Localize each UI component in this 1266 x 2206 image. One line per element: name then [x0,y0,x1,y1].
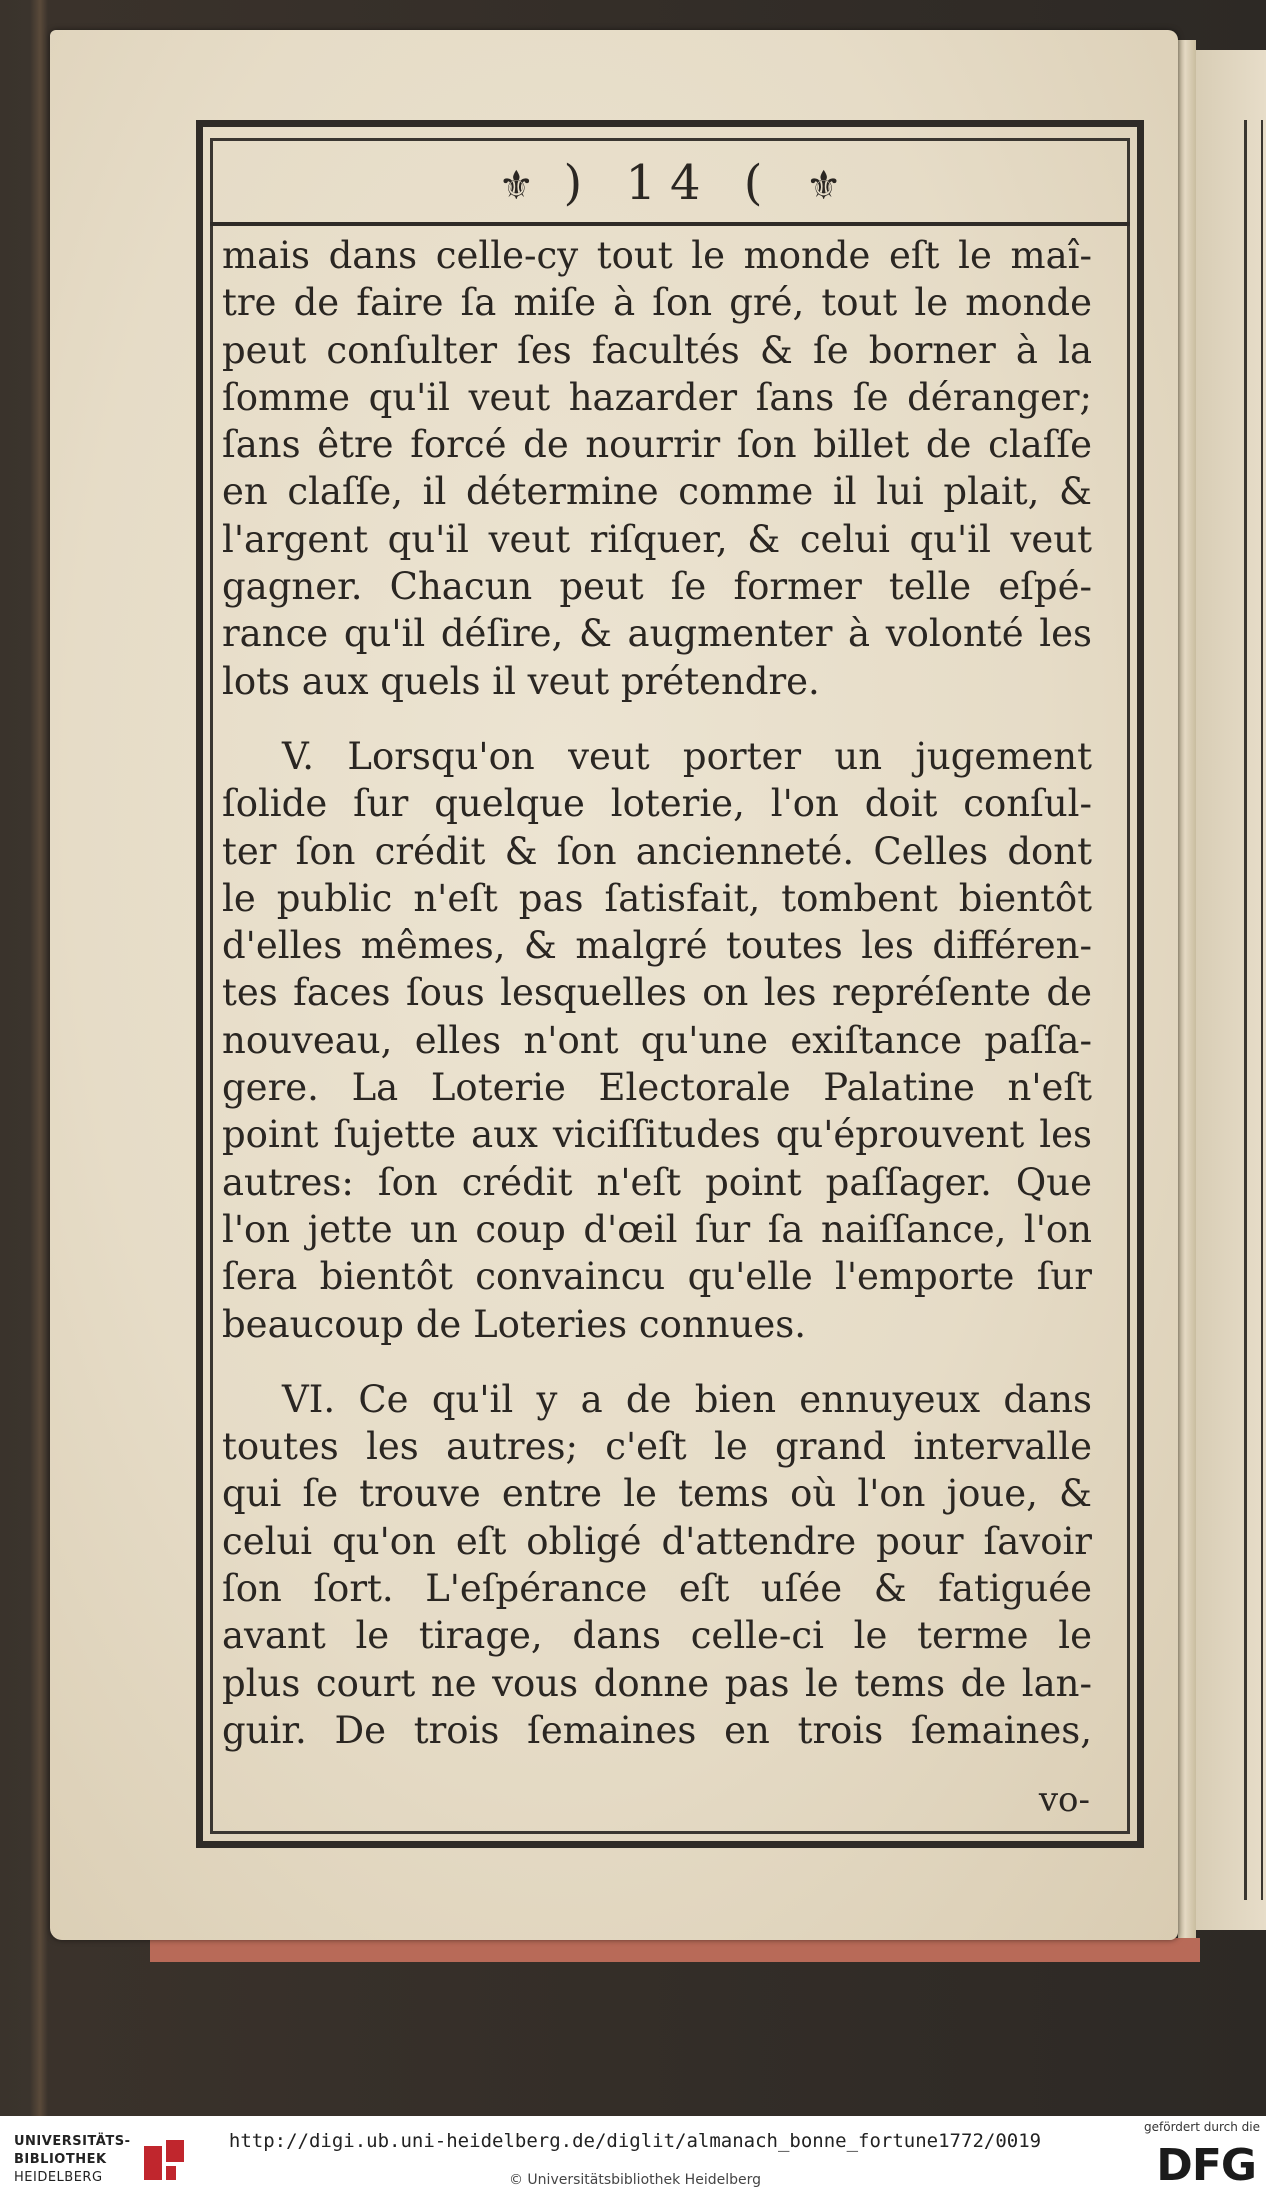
text-line: qui ſe trouve entre le tems où l'on joue, & [222,1472,1092,1516]
catchword: vo- [1038,1780,1090,1820]
dfg-logo[interactable]: DFG [1156,2140,1256,2191]
page-number: ) 14 ( [563,155,777,211]
body-text [222,232,1092,1754]
text-line: en claſſe, il détermine comme il lui plait, & [222,470,1092,514]
text-line: l'on jette un coup d'œil ſur ſa naiſſance, l'on [222,1207,1092,1251]
library-name-line2: BIBLIOTHEK [14,2152,107,2167]
section-v-first-line: V. Lorsqu'on veut porter un jugement [282,734,1092,778]
text-line: ſans être forcé de nourrir ſon billet de claſſe [222,423,1092,467]
text-line: plus court ne vous donne pas le tems de lan- [222,1661,1092,1705]
header-rule [210,222,1130,226]
page-url-link[interactable]: http://digi.ub.uni-heidelberg.de/diglit/almanach_bonne_fortune1772/0019 [228,2130,1042,2152]
library-name-line3: HEIDELBERG [14,2170,103,2185]
text-line: peut conſulter ſes facultés & ſe borner à la [222,328,1092,372]
text-line: mais dans celle-cy tout le monde eſt le maî- [222,234,1092,277]
right-ornament-icon: ⚜ [805,163,842,209]
text-line: lots aux quels il veut prétendre. [222,659,820,703]
text-line: tes faces ſous lesquelles on les repréſente de [222,971,1092,1015]
left-ornament-icon: ⚜ [498,163,535,209]
library-emblem-icon [142,2136,190,2186]
facing-page-edge [1196,50,1266,1930]
text-line: celui qu'on eſt obligé d'attendre pour ſavoir [222,1519,1092,1563]
text-line: d'elles mêmes, & malgré toutes les différen- [222,924,1092,968]
library-name-line1: UNIVERSITÄTS- [14,2134,131,2149]
text-line: ſon ſort. L'eſpérance eſt uſée & fatiguée [222,1567,1092,1611]
text-line: gere. La Loterie Electorale Palatine n'eſt [222,1066,1092,1110]
text-line: guir. De trois ſemaines en trois ſemaines, [222,1708,1092,1752]
viewer-footer [0,2116,1266,2206]
text-line: ſomme qu'il veut hazarder ſans ſe déranger; [222,375,1092,419]
funding-note: gefördert durch die [1144,2120,1260,2134]
text-line: ſera bientôt convaincu qu'elle l'emporte ſur [222,1255,1092,1299]
text-line: ſolide ſur quelque loterie, l'on doit conſul- [222,782,1092,826]
text-line: le public n'eſt pas ſatisfait, tombent bientôt [222,876,1092,920]
book-cover-edge [150,1938,1200,1962]
text-line: avant le tirage, dans celle-ci le terme le [222,1614,1092,1658]
page-fore-edge [1178,40,1196,1940]
copyright-notice: © Universitätsbibliothek Heidelberg [508,2172,761,2188]
text-line: gagner. Chacun peut ſe former telle eſpé- [222,565,1092,609]
section-vi-first-line: VI. Ce qu'il y a de bien ennuyeux dans [282,1377,1092,1421]
text-line: l'argent qu'il veut riſquer, & celui qu'il veut [222,517,1092,561]
text-line: toutes les autres; c'eſt le grand intervalle [222,1425,1092,1469]
text-line: beaucoup de Loteries connues. [222,1302,806,1346]
text-line: tre de faire ſa miſe à ſon gré, tout le monde [222,281,1092,325]
running-header [210,148,1130,218]
text-line: ter ſon crédit & ſon ancienneté. Celles dont [222,829,1092,873]
text-line: nouveau, elles n'ont qu'une exiſtance paſſa- [222,1018,1092,1062]
library-logo[interactable] [14,2130,214,2190]
text-line: rance qu'il déſire, & augmenter à volonté les [222,612,1092,656]
text-line: autres: ſon crédit n'eſt point paſſager. Que [222,1160,1092,1204]
text-line: point ſujette aux viciſſitudes qu'éprouvent les [222,1113,1092,1157]
